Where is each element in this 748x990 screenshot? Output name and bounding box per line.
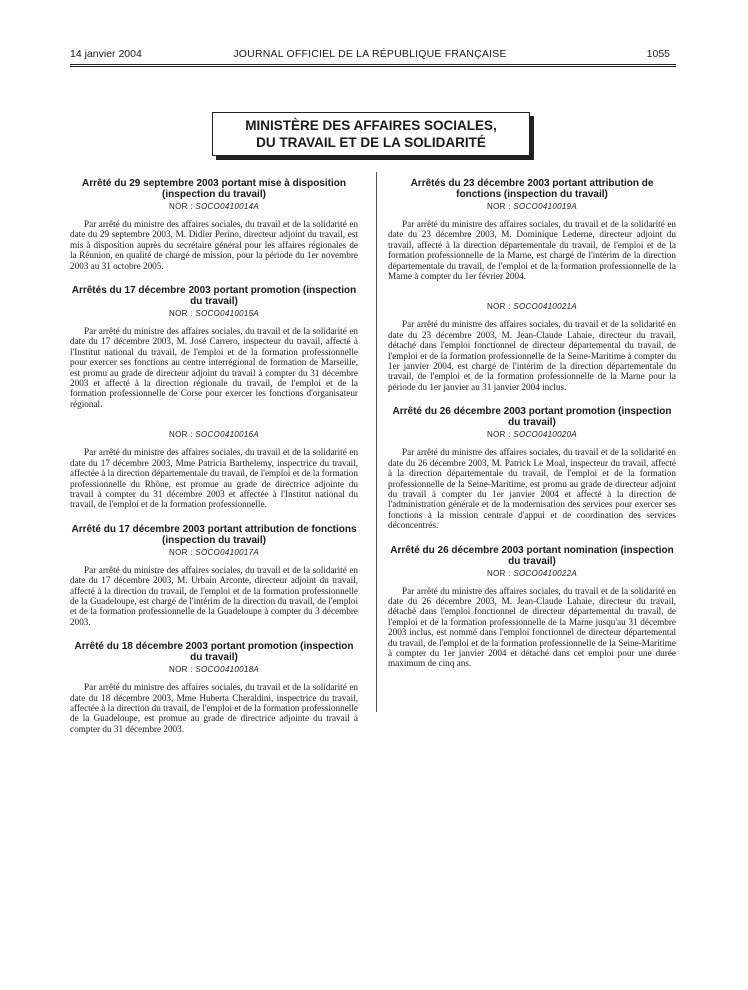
left-column: [70, 172, 358, 748]
ministry-line-1: MINISTÈRE DES AFFAIRES SOCIALES,: [245, 118, 497, 133]
decree-body: Par arrêté du ministre des affaires sociales, du travail et de la solidarité en date du 26 décembre 2003, M. Jean-Claude Lahaie, directeur du travail, détaché dans l'emploi fonctionnel de directeur départemental du travail, de l'emploi et de la formation professionnelle de la Marne jusqu'au 31 décembre 2003 inclus, est nommé dans l'emploi fonctionnel de directeur départemental du travail, de l'emploi et de la formation professionnelle de la Seine-Maritime à compter du 1er janvier 2004 et détaché dans cet emploi pour une durée maximum de cinq ans.: [388, 585, 676, 669]
page-header: [70, 48, 670, 62]
decree-section: [388, 295, 676, 392]
nor-reference: NOR : SOCO0410020A: [487, 430, 577, 440]
decree-section: [70, 641, 358, 734]
nor-reference: NOR : SOCO0410017A: [169, 547, 259, 557]
decree-body: Par arrêté du ministre des affaires sociales, du travail et de la solidarité en date du 17 décembre 2003, Mme Patricia Barthelemy, inspectrice du travail, affectée à la direction départementale du travail, de l'emploi et de la formation professionnelle du Rhône, est promue au grade de directrice adjointe du travail à compter du 31 décembre 2003 et affectée à l'Institut national du travail, de l'emploi et de la formation professionnelle.: [70, 447, 358, 510]
nor-reference: NOR : SOCO0410016A: [169, 430, 259, 440]
decree-body: Par arrêté du ministre des affaires sociales, du travail et de la solidarité en date du 26 décembre 2003, M. Patrick Le Moal, inspecteur du travail, affecté à la direction départementale du travail, de l'emploi et de la formation professionnelle de la Seine-Maritime, est promu au grade de directeur adjoint du travail à compter du 1er janvier 2004 et affecté à la direction de l'administration générale et de la modernisation des services pour exercer ses fonctions à la mission centrale d'appui et de coordination des services déconcentrés.: [388, 447, 676, 531]
column-divider: [376, 172, 377, 712]
nor-reference: NOR : SOCO0410019A: [487, 202, 577, 211]
header-rule-double: [70, 66, 676, 67]
decree-section: [70, 524, 358, 627]
decree-body: Par arrêté du ministre des affaires sociales, du travail et de la solidarité en date du 23 décembre 2003, M. Dominique Lederne, directeur adjoint du travail, affecté à la direction départementale du travail, de l'emploi et de la formation professionnelle de la Marne, est chargé de l'intérim de la direction départementale du travail, de l'emploi et de la formation professionnelle de la Marne à compter du 1er février 2004.: [388, 219, 676, 282]
decree-title: Arrêtés du 23 décembre 2003 portant attribution de fonctions (inspection du travail): [410, 178, 654, 200]
nor-reference: NOR : SOCO0410014A: [169, 202, 259, 211]
decree-title: Arrêtés du 17 décembre 2003 portant promotion (inspection du travail): [71, 285, 357, 308]
decree-body: Par arrêté du ministre des affaires sociales, du travail et de la solidarité en date du 23 décembre 2003, M. Jean-Claude Lahaie, directeur du travail, détaché dans l'emploi fonctionnel de directeur départemental du travail, de l'emploi et de la formation professionnelle de la Seine-Maritime à compter du 1er janvier 2004, est chargé de l'intérim de la direction départementale du travail, de l'emploi et de la formation professionnelle de la Marne pour la période du 1er janvier au 31 janvier 2004 inclus.: [388, 319, 676, 392]
ministry-box: [212, 112, 530, 156]
nor-reference: NOR : SOCO0410021A: [487, 302, 577, 312]
decree-title: Arrêté du 29 septembre 2003 portant mise à disposition (inspection du travail): [82, 178, 346, 200]
issue-date: 14 janvier 2004: [70, 48, 142, 60]
decree-section: [70, 423, 358, 509]
decree-title: Arrêté du 18 décembre 2003 portant promotion (inspection du travail): [74, 641, 354, 664]
page-number: 1055: [646, 48, 670, 60]
decree-body: Par arrêté du ministre des affaires sociales, du travail et de la solidarité en date du 17 décembre 2003, M. José Carrero, inspecteur du travail, affecté à l'Institut national du travail, de l'emploi et de la formation professionnelle pour exercer ses fonctions au centre interrégional de formation de Marseille, est promu au grade de directeur adjoint du travail à compter du 31 décembre 2003 et affecté à la direction régionale du travail, de l'emploi et de la formation professionnelle de Corse pour exercer les fonctions d'organisateur régional.: [70, 326, 358, 409]
header-rule: [70, 64, 676, 65]
ministry-line-2: DU TRAVAIL ET DE LA SOLIDARITÉ: [256, 135, 486, 150]
decree-title: Arrêté du 17 décembre 2003 portant attribution de fonctions (inspection du travail): [71, 523, 357, 546]
nor-reference: NOR : SOCO0410015A: [169, 309, 259, 319]
decree-section: [388, 178, 676, 281]
decree-title: Arrêté du 26 décembre 2003 portant promotion (inspection du travail): [392, 406, 672, 429]
decree-body: Par arrêté du ministre des affaires sociales, du travail et de la solidarité en date du 17 décembre 2003, M. Urbain Arconte, directeur adjoint du travail, affecté à la direction du travail, de l'emploi et de la formation professionnelle de la Guadeloupe, est chargé de l'intérim de la direction du travail, de l'emploi et de la formation professionnelle de la Guadeloupe à compter du 3 décembre 2003.: [70, 564, 358, 627]
decree-section: [70, 285, 358, 409]
right-column: [388, 172, 676, 683]
nor-reference: NOR : SOCO0410018A: [169, 665, 259, 675]
decree-body: Par arrêté du ministre des affaires sociales, du travail et de la solidarité en date du 18 décembre 2003, Mme Huberta Cheraldini, inspectrice du travail, affectée à la direction du travail, de l'emploi et de la formation professionnelle de la Guadeloupe, est promue au grade de directrice adjointe du travail à compter du 31 décembre 2003.: [70, 682, 358, 734]
decree-section: [388, 545, 676, 669]
decree-section: [70, 178, 358, 271]
decree-title: Arrêté du 26 décembre 2003 portant nomination (inspection du travail): [390, 544, 674, 567]
journal-title: JOURNAL OFFICIEL DE LA RÉPUBLIQUE FRANÇAISE: [233, 48, 507, 60]
decree-section: [388, 406, 676, 530]
nor-reference: NOR : SOCO0410022A: [487, 568, 577, 578]
decree-body: Par arrêté du ministre des affaires sociales, du travail et de la solidarité en date du 29 septembre 2003, M. Didier Perino, directeur adjoint du travail, est mis à disposition auprès du secrétaire général pour les affaires régionales de la Réunion, en qualité de chargé de mission, pour la période du 1er novembre 2003 au 31 octobre 2005.: [70, 219, 358, 271]
